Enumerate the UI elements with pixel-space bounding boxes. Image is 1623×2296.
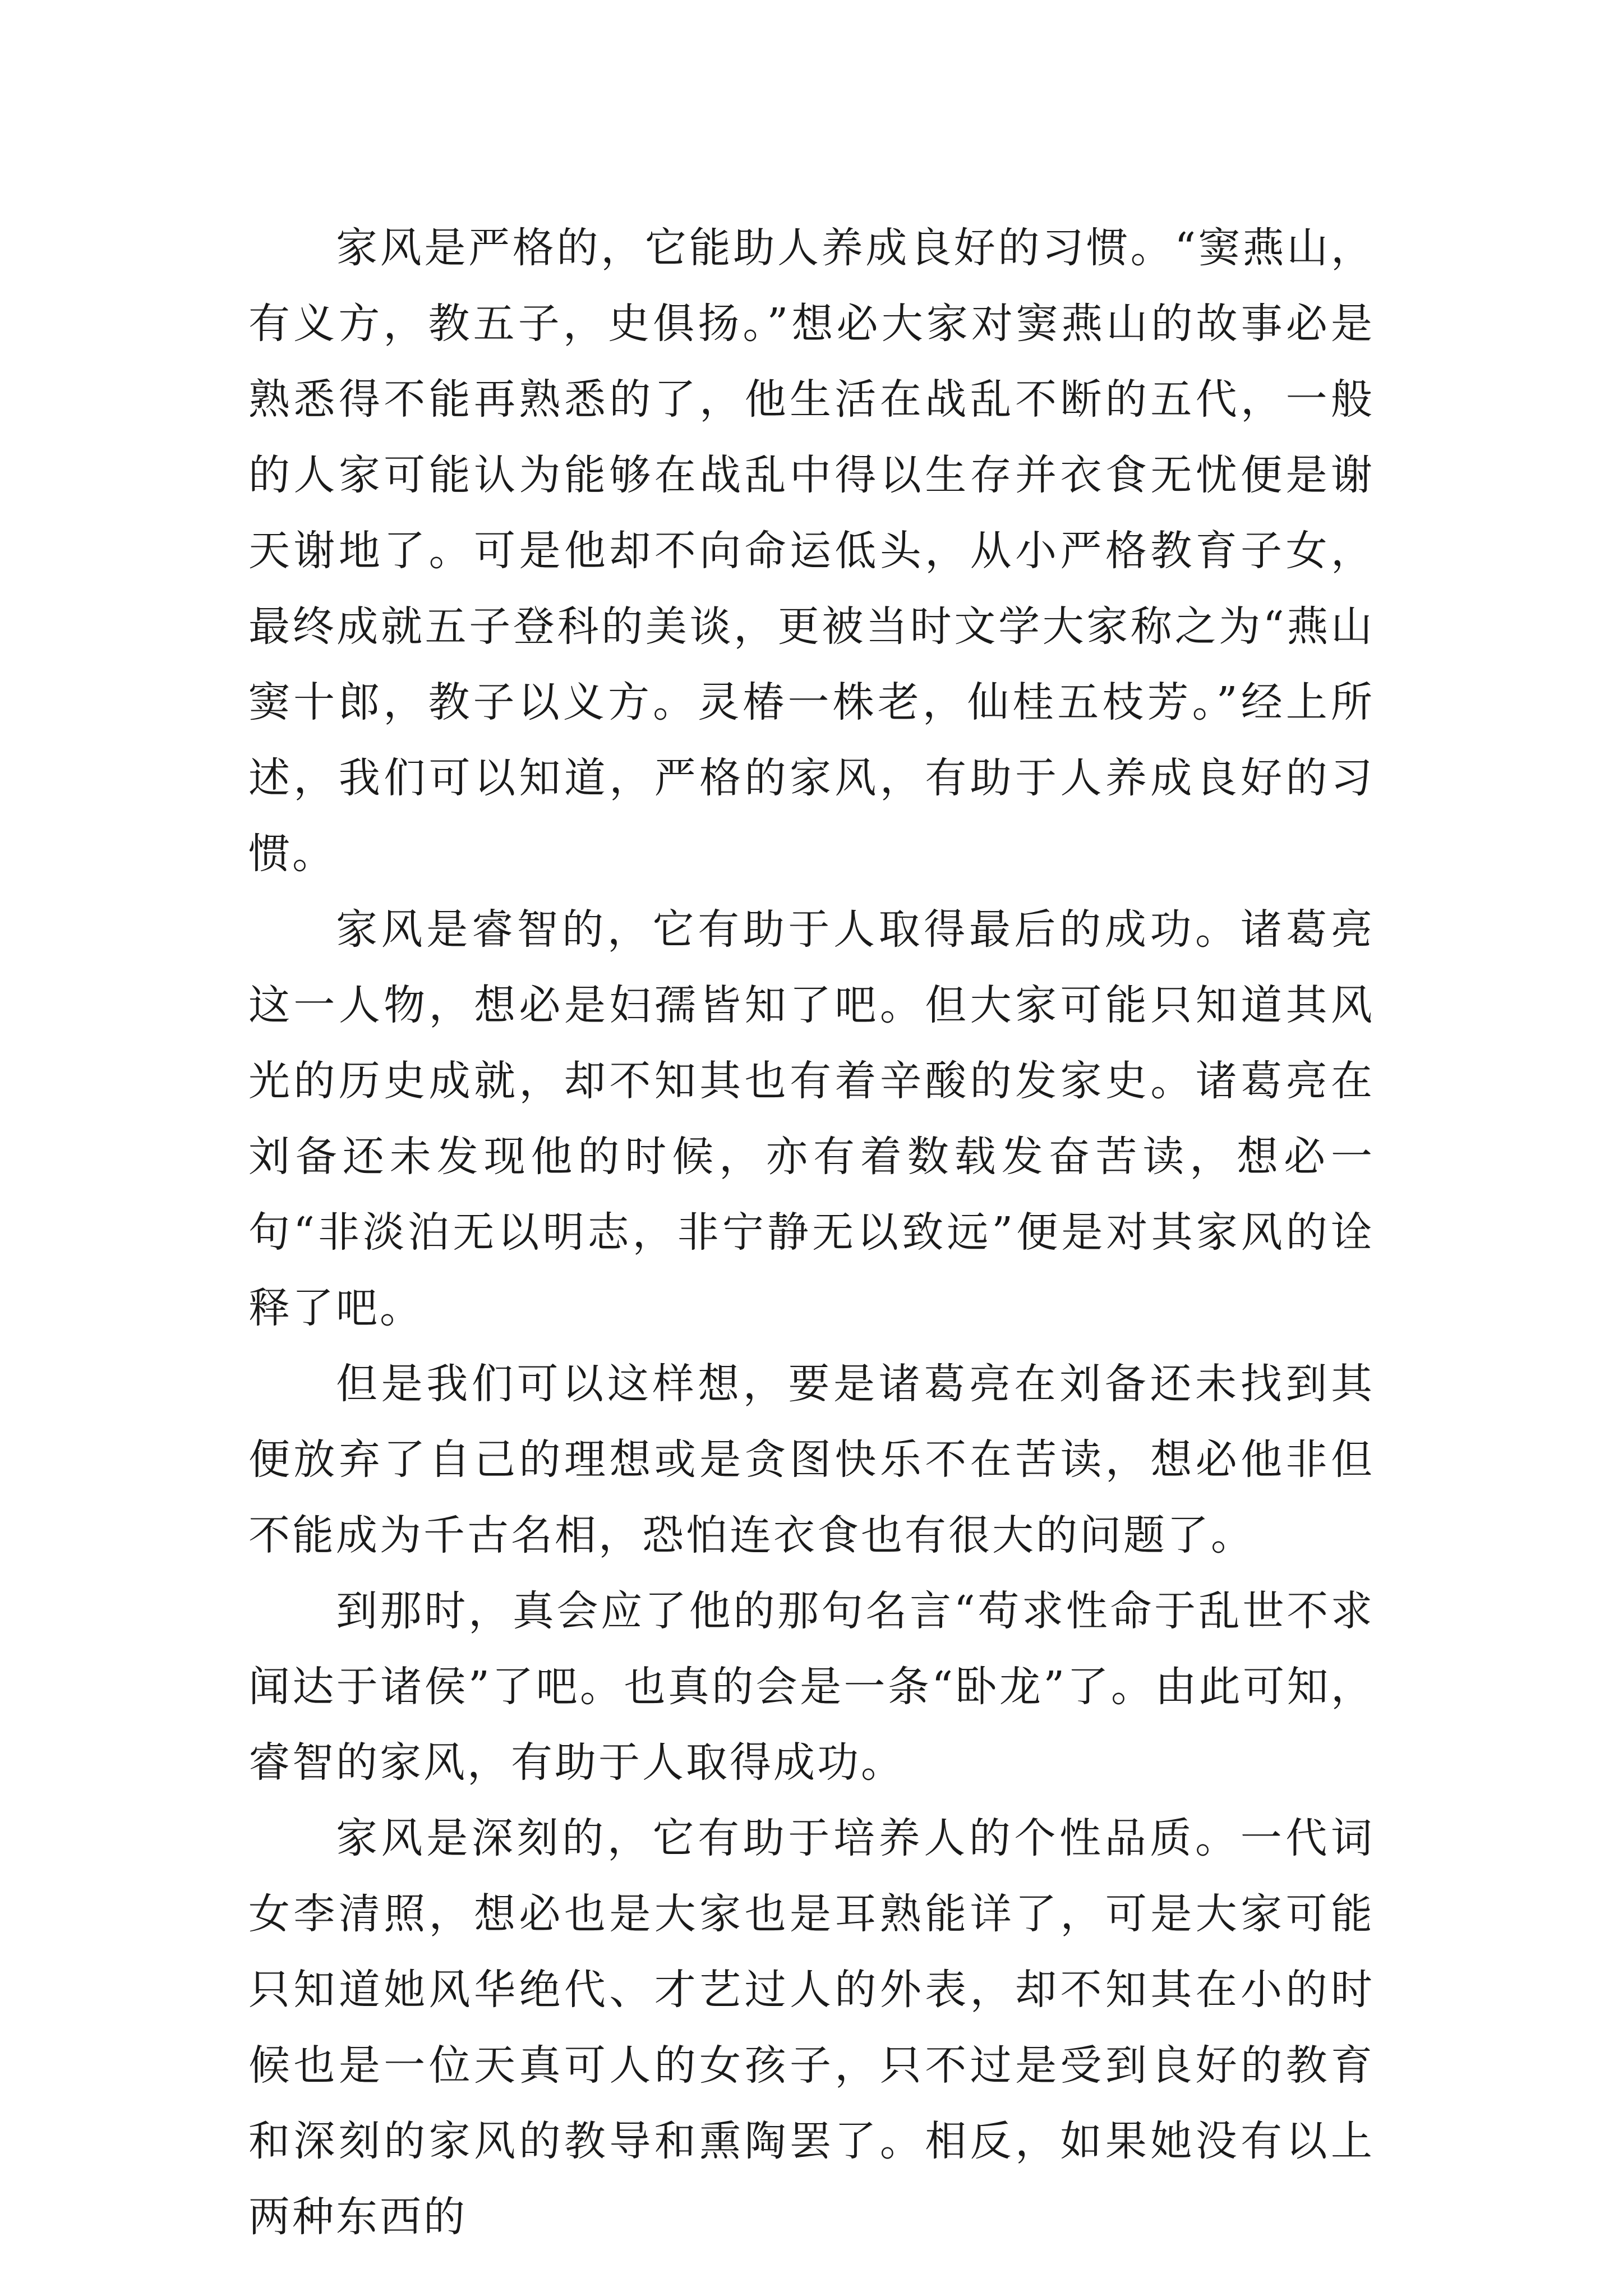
paragraph-wise-family-tradition: 家风是睿智的，它有助于人取得最后的成功。诸葛亮这一人物，想必是妇孺皆知了吧。但大家可能只知道其风光的历史成就，却不知其也有着辛酸的发家史。诸葛亮在刘备还未发现他的时候，亦有着数载发奋苦读，想必一句“非淡泊无以明志，非宁静无以致远”便是对其家风的诠释了吧。 — [248, 905, 1375, 1332]
body-text — [248, 210, 1375, 2255]
paragraph-strict-family-tradition: 家风是严格的，它能助人养成良好的习惯。“窦燕山，有义方，教五子，史俱扬。”想必大家对窦燕山的故事必是熟悉得不能再熟悉的了，他生活在战乱不断的五代，一般的人家可能认为能够在战乱中得以生存并衣食无忧便是谢天谢地了。可是他却不向命运低头，从小严格教育子女，最终成就五子登科的美谈，更被当时文学大家称之为“燕山窦十郎，教子以义方。灵椿一株老，仙桂五枝芳。”经上所述，我们可以知道，严格的家风，有助于人养成良好的习惯。 — [248, 224, 1375, 878]
paragraph-zhuge-liang-conclusion: 到那时，真会应了他的那句名言“苟求性命于乱世不求闻达于诸侯”了吧。也真的会是一条“卧龙”了。由此可知，睿智的家风，有助于人取得成功。 — [248, 1587, 1375, 1787]
paragraph-zhuge-liang-hypothetical: 但是我们可以这样想，要是诸葛亮在刘备还未找到其便放弃了自己的理想或是贪图快乐不在苦读，想必他非但不能成为千古名相，恐怕连衣食也有很大的问题了。 — [248, 1360, 1375, 1559]
paragraph-profound-family-tradition: 家风是深刻的，它有助于培养人的个性品质。一代词女李清照，想必也是大家也是耳熟能详了，可是大家可能只知道她风华绝代、才艺过人的外表，却不知其在小的时候也是一位天真可人的女孩子，只不过是受到良好的教育和深刻的家风的教导和熏陶罢了。相反，如果她没有以上两种东西的 — [248, 1814, 1375, 2241]
